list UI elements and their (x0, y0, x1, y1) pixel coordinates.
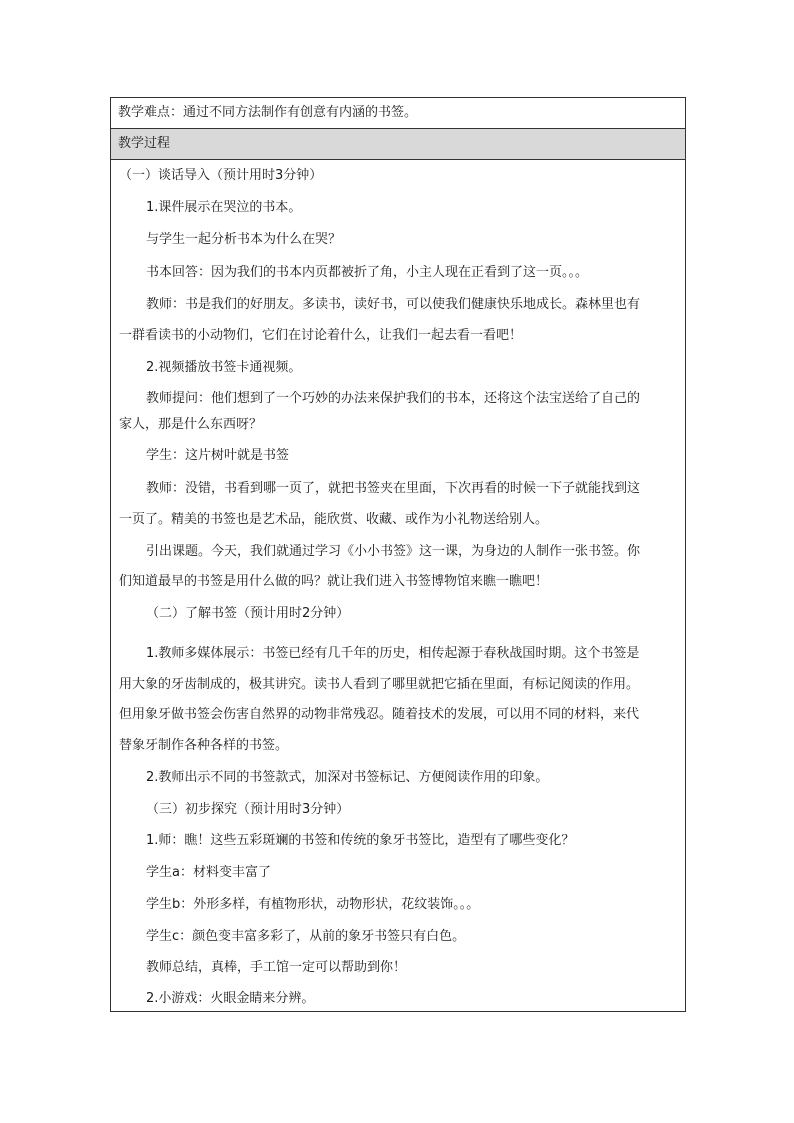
paragraph-line: 们知道最早的书签是用什么做的吗？就让我们进入书签博物馆来瞧一瞧吧！ (119, 574, 549, 589)
section-heading: （一）谈话导入（预计用时3分钟） (119, 168, 323, 183)
paragraph-line: 学生c：颜色变丰富多彩了，从前的象牙书签只有白色。 (146, 929, 466, 944)
process-body (111, 160, 685, 1011)
paragraph-line: 家人，那是什么东西呀？ (119, 417, 263, 432)
paragraph-line: 用大象的牙齿制成的，极其讲究。读书人看到了哪里就把它插在里面，有标记阅读的作用。 (119, 677, 640, 692)
section-heading: （二）了解书签（预计用时2分钟） (146, 606, 350, 621)
paragraph-line: 学生a：材料变丰富了 (146, 865, 271, 880)
paragraph-line: 但用象牙做书签会伤害自然界的动物非常残忍。随着技术的发展，可以用不同的材料，来代 (119, 707, 640, 722)
process-title: 教学过程 (118, 136, 171, 151)
paragraph-line: 教师：没错，书看到哪一页了，就把书签夹在里面，下次再看的时候一下子就能找到这 (146, 481, 641, 496)
paragraph-line: 2.视频播放书签卡通视频。 (146, 360, 302, 375)
paragraph-line: 1.教师多媒体展示：书签已经有几千年的历史，相传起源于春秋战国时期。这个书签是 (146, 646, 640, 661)
paragraph-line: 教师：书是我们的好朋友。多读书，读好书，可以使我们健康快乐地成长。森林里也有 (146, 297, 641, 312)
paragraph-line: 1.课件展示在哭泣的书本。 (146, 200, 302, 215)
paragraph-line: 书本回答：因为我们的书本内页都被折了角，小主人现在正看到了这一页。。。 (146, 265, 589, 280)
paragraph-line: 替象牙制作各种各样的书签。 (119, 738, 289, 753)
paragraph-line: 2.教师出示不同的书签款式，加深对书签标记、方便阅读作用的印象。 (146, 770, 549, 785)
lesson-plan-table (110, 97, 686, 1012)
process-header-row (111, 129, 685, 160)
paragraph-line: 教师总结，真棒，手工馆一定可以帮助到你！ (146, 960, 407, 975)
paragraph-line: 1.师：瞧！这些五彩斑斓的书签和传统的象牙书签比，造型有了哪些变化？ (146, 833, 575, 848)
paragraph-line: 一页了。精美的书签也是艺术品，能欣赏、收藏、或作为小礼物送给别人。 (119, 512, 549, 527)
paragraph-line: 教师提问：他们想到了一个巧妙的办法来保护我们的书本，还将这个法宝送给了自己的 (146, 391, 641, 406)
difficulty-row (111, 98, 685, 129)
paragraph-line: 2.小游戏：火眼金睛来分辨。 (146, 991, 315, 1006)
paragraph-line: 一群看读书的小动物们，它们在讨论着什么，让我们一起去看一看吧！ (119, 328, 523, 343)
paragraph-line: 与学生一起分析书本为什么在哭？ (146, 232, 342, 247)
paragraph-line: 学生：这片树叶就是书签 (146, 448, 290, 463)
difficulty-text: 教学难点：通过不同方法制作有创意有内涵的书签。 (118, 105, 418, 120)
paragraph-line: 引出课题。今天，我们就通过学习《小小书签》这一课，为身边的人制作一张书签。你 (146, 544, 641, 559)
paragraph-line: 学生b：外形多样，有植物形状，动物形状，花纹装饰。。。 (146, 897, 480, 912)
section-heading: （三）初步探究（预计用时3分钟） (146, 802, 350, 817)
